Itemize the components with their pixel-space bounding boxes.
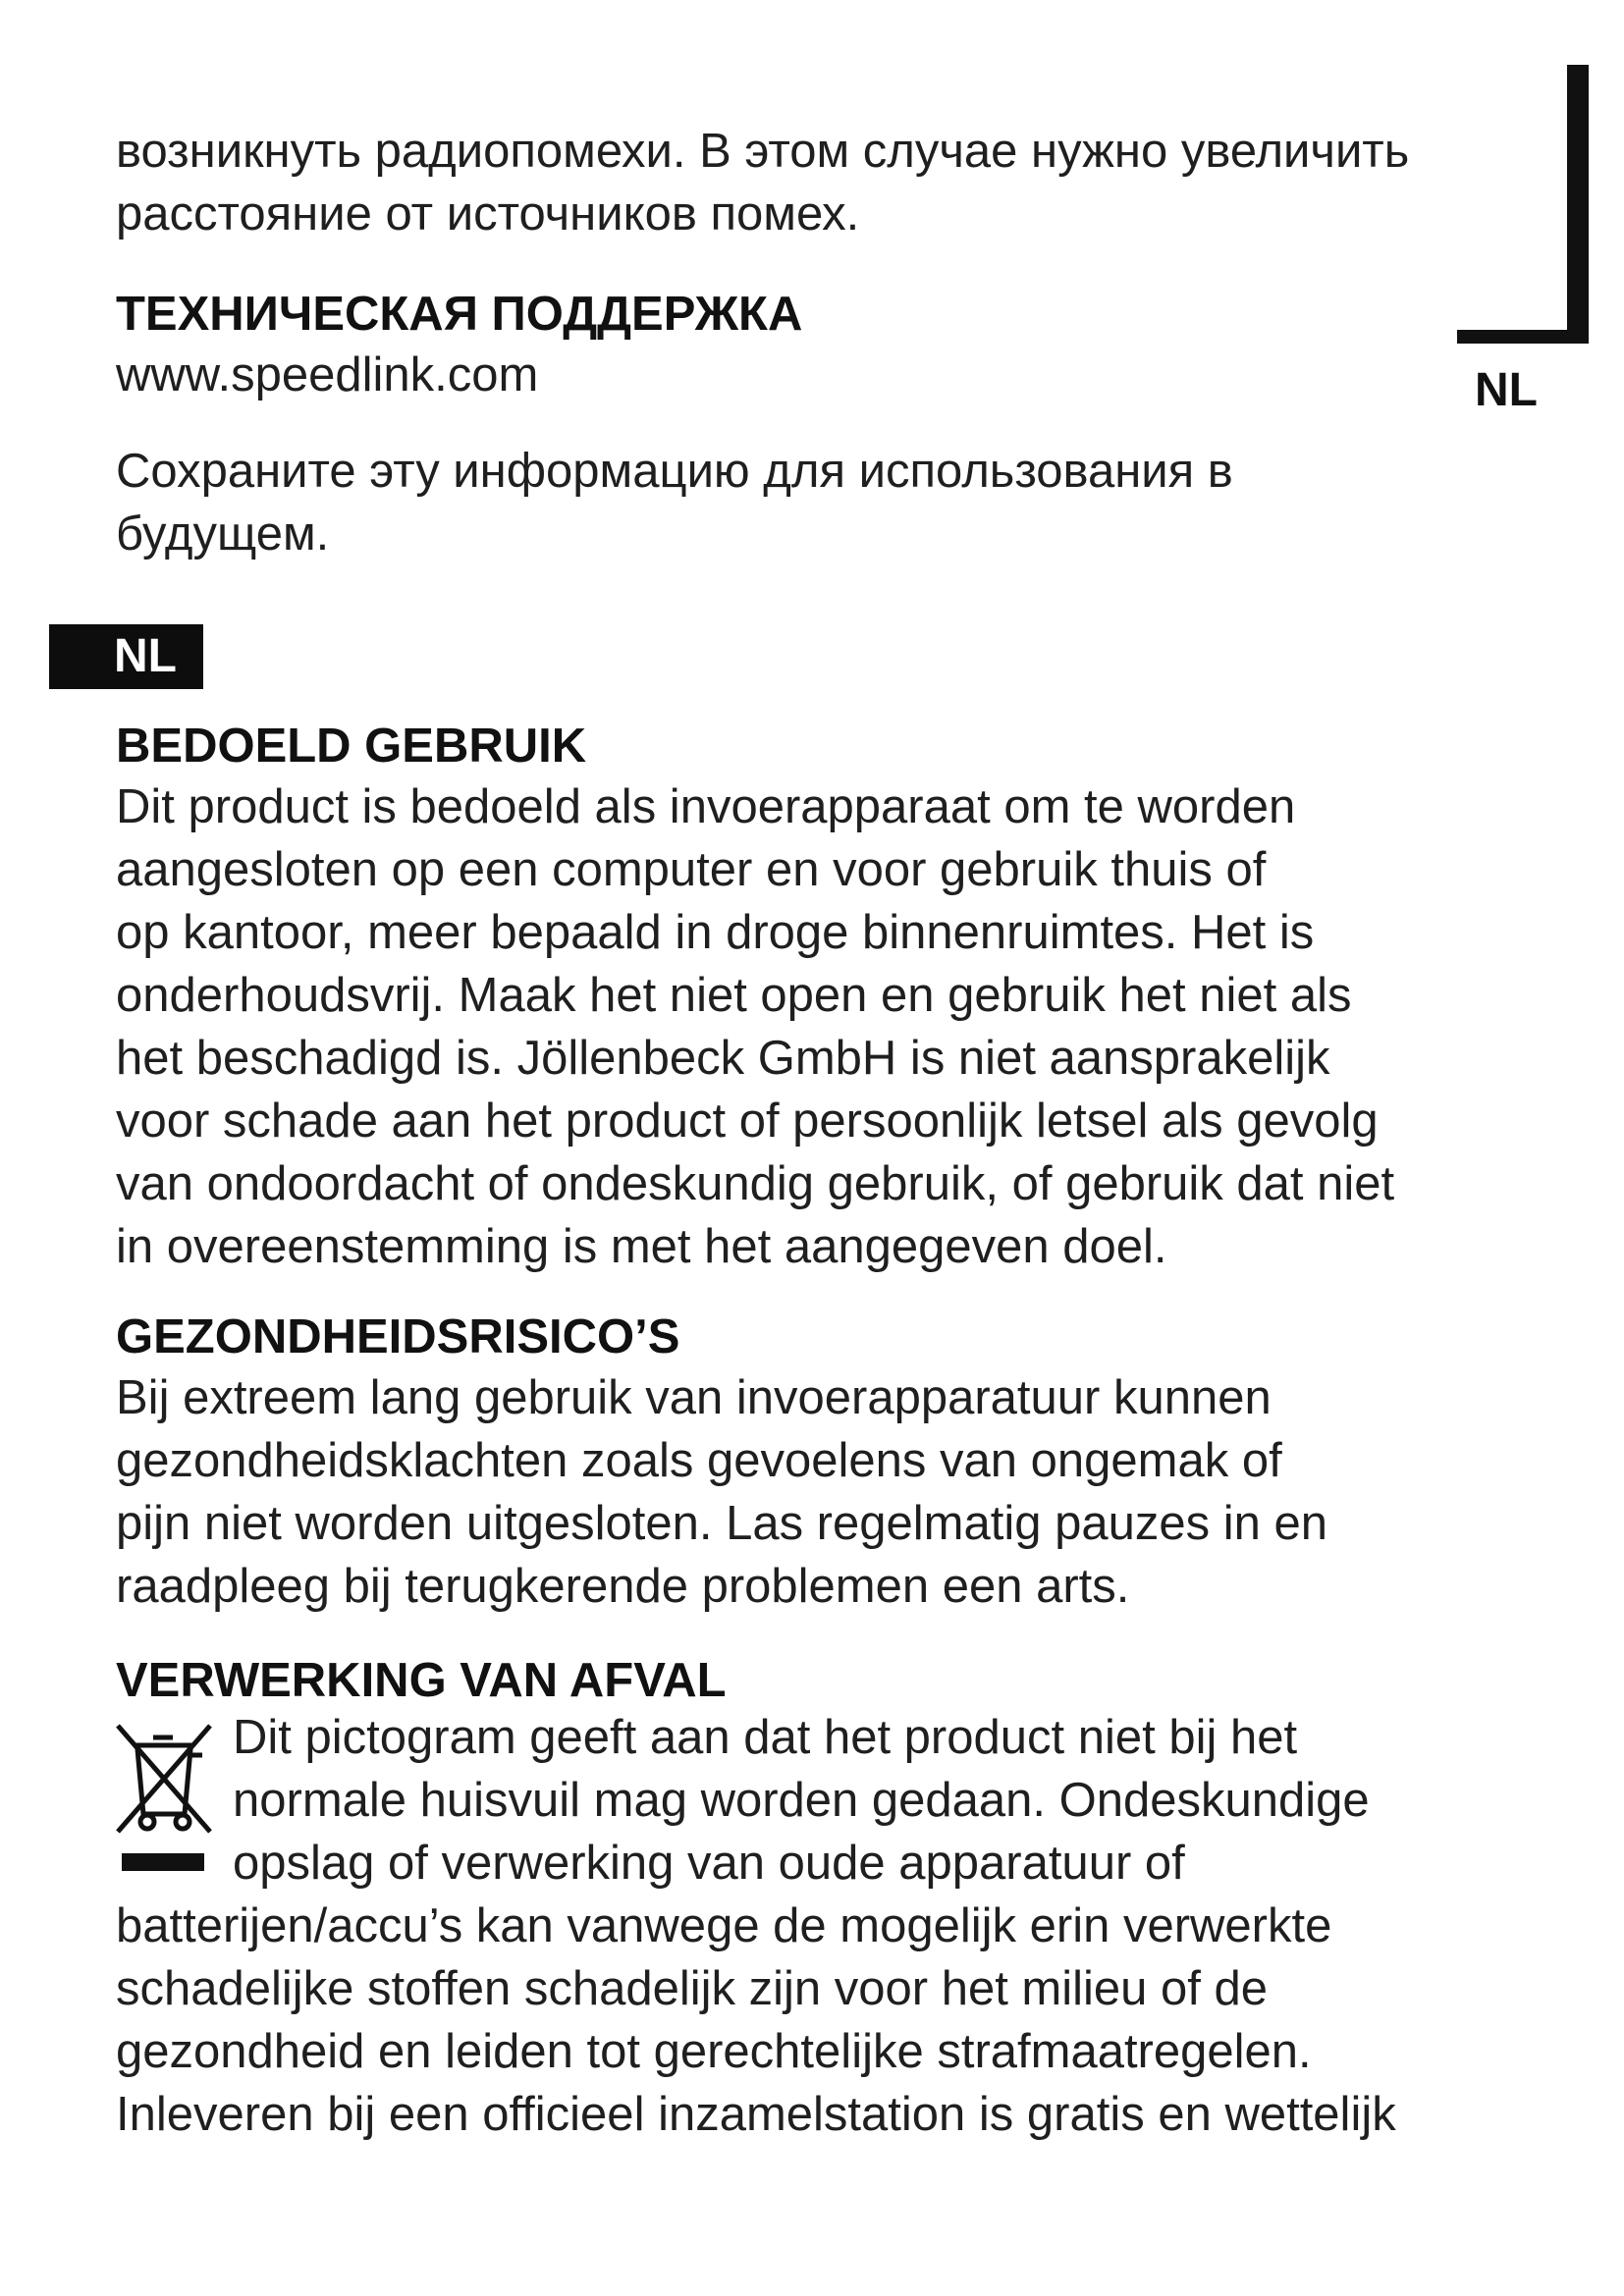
nl-health-risks-heading: GEZONDHEIDSRISICO’S	[116, 1310, 680, 1363]
ru-intro-text: возникнуть радиопомехи. В этом случае нужно увеличить расстояние от источников помех.	[116, 125, 1410, 240]
nl-waste-text-wrapped: Dit pictogram geeft aan dat het product niet bij het normale huisvuil mag worden gedaan. Ondeskundige opslag of verwerking van oude apparatuur of	[233, 1711, 1370, 1890]
corner-mark-vertical	[1567, 65, 1589, 344]
nl-intended-use-heading: BEDOELD GEBRUIK	[116, 720, 587, 773]
nl-intended-use-text: Dit product is bedoeld als invoerapparaat om te worden aangesloten op een computer en voor gebruik thuis of op kantoor, meer bepaald in droge binnenruimtes. Het is onderhoudsvrij. Maak het niet open en gebruik het niet als het beschadigd is. Jöllenbeck GmbH is niet aansprakelijk voor schade aan het product of persoonlijk letsel als gevolg van ondoordacht of ondeskundig gebruik, of gebruik dat niet in overeenstemming is met het aangegeven doel.	[116, 780, 1395, 1273]
nl-health-risks-text: Bij extreem lang gebruik van invoerapparatuur kunnen gezondheidsklachten zoals gevoelens van ongemak of pijn niet worden uitgesloten. Las regelmatig pauzes in en raadpleeg bij terugkerende problemen een arts.	[116, 1371, 1327, 1613]
nl-waste-heading: VERWERKING VAN AFVAL	[116, 1654, 727, 1707]
corner-mark-horizontal	[1457, 330, 1589, 344]
ru-save-note: Сохраните эту информацию для использования в будущем.	[116, 445, 1233, 561]
crossed-out-wheelie-bin-icon	[108, 1716, 218, 1889]
corner-page-mark	[1457, 65, 1589, 344]
language-badge-nl: NL	[49, 624, 203, 689]
ru-support-heading: ТЕХНИЧЕСКАЯ ПОДДЕРЖКА	[116, 288, 803, 341]
page-language-label: NL	[1475, 364, 1538, 416]
ru-support-url: www.speedlink.com	[116, 348, 539, 401]
nl-waste-text-continued: batterijen/accu’s kan vanwege de mogelijk erin verwerkte schadelijke stoffen schadelijk zijn voor het milieu of de gezondheid en leiden tot gerechtelijke strafmaatregelen. Inleveren bij een officieel inzamelstation is gratis en wettelijk	[116, 1899, 1396, 2141]
